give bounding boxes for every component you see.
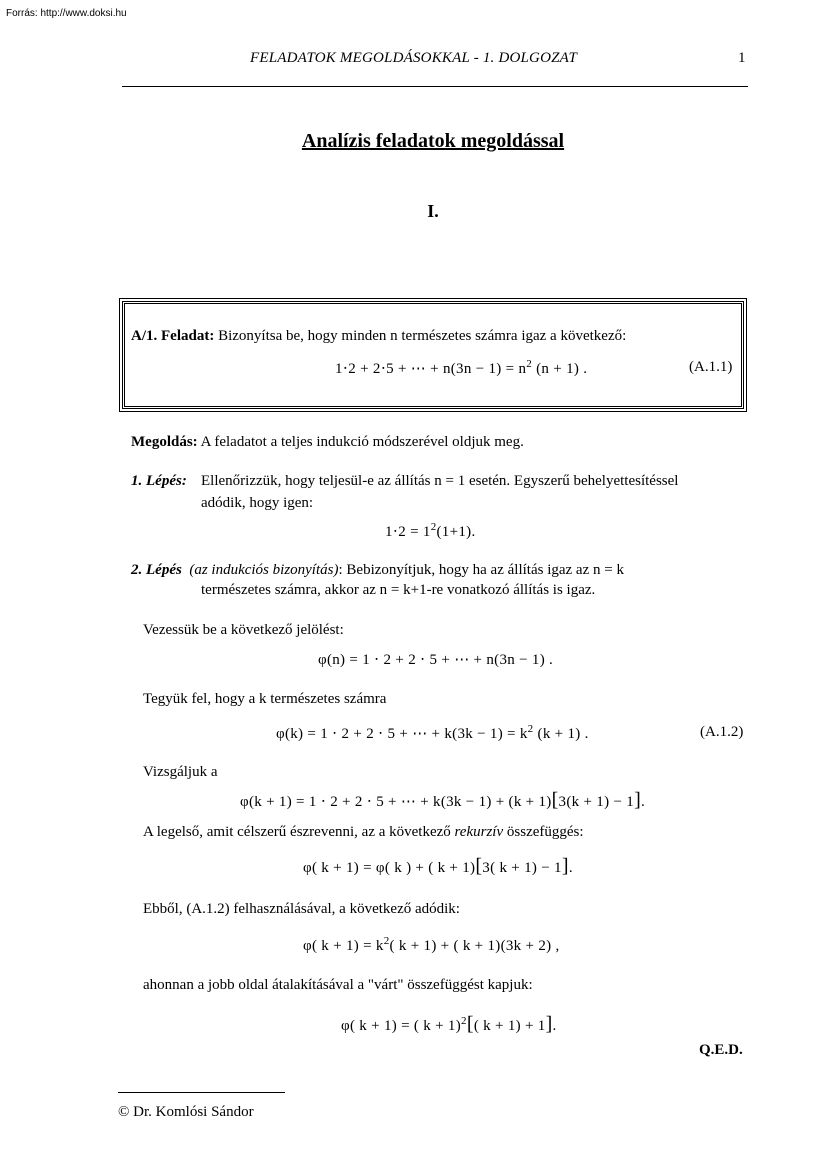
examine-bracket-open: [ — [551, 789, 559, 811]
step1-label: 1. Lépés: — [131, 473, 187, 489]
assumption-equation-number: (A.1.2) — [700, 724, 744, 740]
source-label: Forrás: http://www.doksi.hu — [6, 8, 127, 19]
notation-intro: Vezessük be a következő jelölést: — [143, 622, 344, 638]
using-formula — [303, 935, 560, 955]
step1-line1: Ellenőrizzük, hogy teljesül-e az állítás n = 1 esetén. Egyszerű behelyettesítéssel — [201, 473, 679, 489]
examine-intro: Vizsgáljuk a — [143, 764, 218, 780]
recursive-bracket-open: [ — [475, 855, 483, 877]
step2-label: 2. Lépés — [131, 562, 182, 578]
examine-formula — [240, 789, 646, 811]
examine-bracket-close: ] — [634, 789, 642, 811]
step1-formula-left: 1⋅2 = 1 — [385, 524, 431, 540]
examine-formula-end: . — [641, 794, 646, 810]
step2-text: : Bebizonyítjuk, hogy ha az állítás igaz az n = k — [338, 562, 624, 578]
final-formula — [341, 1013, 557, 1035]
recursive-formula — [303, 855, 573, 877]
final-bracket-close: ] — [545, 1013, 553, 1035]
examine-formula-mid: 3(k + 1) − 1 — [558, 794, 635, 810]
running-header: FELADATOK MEGOLDÁSOKKAL - 1. DOLGOZAT — [249, 50, 578, 66]
final-formula-left: φ( k + 1) = ( k + 1) — [341, 1018, 462, 1034]
task-formula — [335, 359, 587, 378]
recursive-formula-end: . — [568, 860, 573, 876]
task-formula-right: (n + 1) . — [532, 361, 588, 377]
recursive-formula-mid: 3( k + 1) − 1 — [482, 860, 562, 876]
recursive-intro-italic: rekurzív — [454, 824, 504, 840]
using-intro: Ebből, (A.1.2) felhasználásával, a következő adódik: — [143, 901, 460, 917]
document-title: Analízis feladatok megoldással — [301, 130, 565, 152]
recursive-intro-a: A legelső, amit célszerű észrevenni, az a következő — [143, 824, 455, 840]
step2-line2: természetes számra, akkor az n = k+1-re vonatkozó állítás is igaz. — [201, 582, 596, 598]
assumption-formula — [276, 724, 589, 743]
recursive-formula-left: φ( k + 1) = φ( k ) + ( k + 1) — [303, 860, 476, 876]
final-formula-mid: ( k + 1) + 1 — [473, 1018, 546, 1034]
step1-formula — [385, 522, 476, 541]
qed-mark: Q.E.D. — [699, 1042, 743, 1058]
assumption-formula-right: (k + 1) . — [533, 726, 589, 742]
solution-text: A feladatot a teljes indukció módszerével oldjuk meg. — [197, 434, 524, 450]
task-formula-exponent: 2 — [526, 358, 533, 370]
task-label: A/1. Feladat: — [131, 328, 215, 344]
task-formula-left: 1⋅2 + 2⋅5 + ⋯ + n(3n − 1) = n — [335, 361, 527, 377]
page-number: 1 — [738, 50, 746, 66]
assumption-formula-exponent: 2 — [527, 723, 534, 735]
recursive-intro — [143, 824, 584, 841]
assumption-intro: Tegyük fel, hogy a k természetes számra — [143, 691, 387, 707]
solution-intro — [131, 434, 524, 451]
solution-label: Megoldás: — [131, 434, 198, 450]
task-statement — [131, 328, 626, 345]
footer-author: © Dr. Komlósi Sándor — [118, 1104, 254, 1120]
header-divider — [122, 86, 748, 87]
notation-formula: φ(n) = 1 ⋅ 2 + 2 ⋅ 5 + ⋯ + n(3n − 1) . — [318, 652, 554, 668]
using-formula-right: ( k + 1) + ( k + 1)(3k + 2) , — [389, 938, 560, 954]
step1-line2: adódik, hogy igen: — [201, 495, 314, 511]
task-text: Bizonyítsa be, hogy minden n természetes számra igaz a következő: — [214, 328, 627, 344]
assumption-formula-left: φ(k) = 1 ⋅ 2 + 2 ⋅ 5 + ⋯ + k(3k − 1) = k — [276, 726, 528, 742]
using-formula-left: φ( k + 1) = k — [303, 938, 384, 954]
footer-divider — [118, 1092, 285, 1093]
using-formula-exponent: 2 — [383, 935, 390, 947]
final-formula-exponent: 2 — [461, 1015, 467, 1027]
section-number: I. — [427, 201, 439, 221]
examine-formula-left: φ(k + 1) = 1 ⋅ 2 + 2 ⋅ 5 + ⋯ + k(3k − 1) + (k + 1) — [240, 794, 552, 810]
final-formula-end: . — [552, 1018, 557, 1034]
task-box-innermost-border — [124, 303, 742, 407]
recursive-intro-b: összefüggés: — [503, 824, 584, 840]
step2-sublabel: (az indukciós bizonyítás) — [189, 562, 339, 578]
step2-line1 — [131, 562, 624, 579]
final-intro: ahonnan a jobb oldal átalakításával a "várt" összefüggést kapjuk: — [143, 977, 533, 993]
task-equation-number: (A.1.1) — [689, 359, 733, 375]
step1-formula-right: (1+1). — [436, 524, 476, 540]
recursive-bracket-close: ] — [561, 855, 569, 877]
step1-formula-exponent: 2 — [430, 521, 437, 533]
final-bracket-open: [ — [466, 1013, 474, 1035]
